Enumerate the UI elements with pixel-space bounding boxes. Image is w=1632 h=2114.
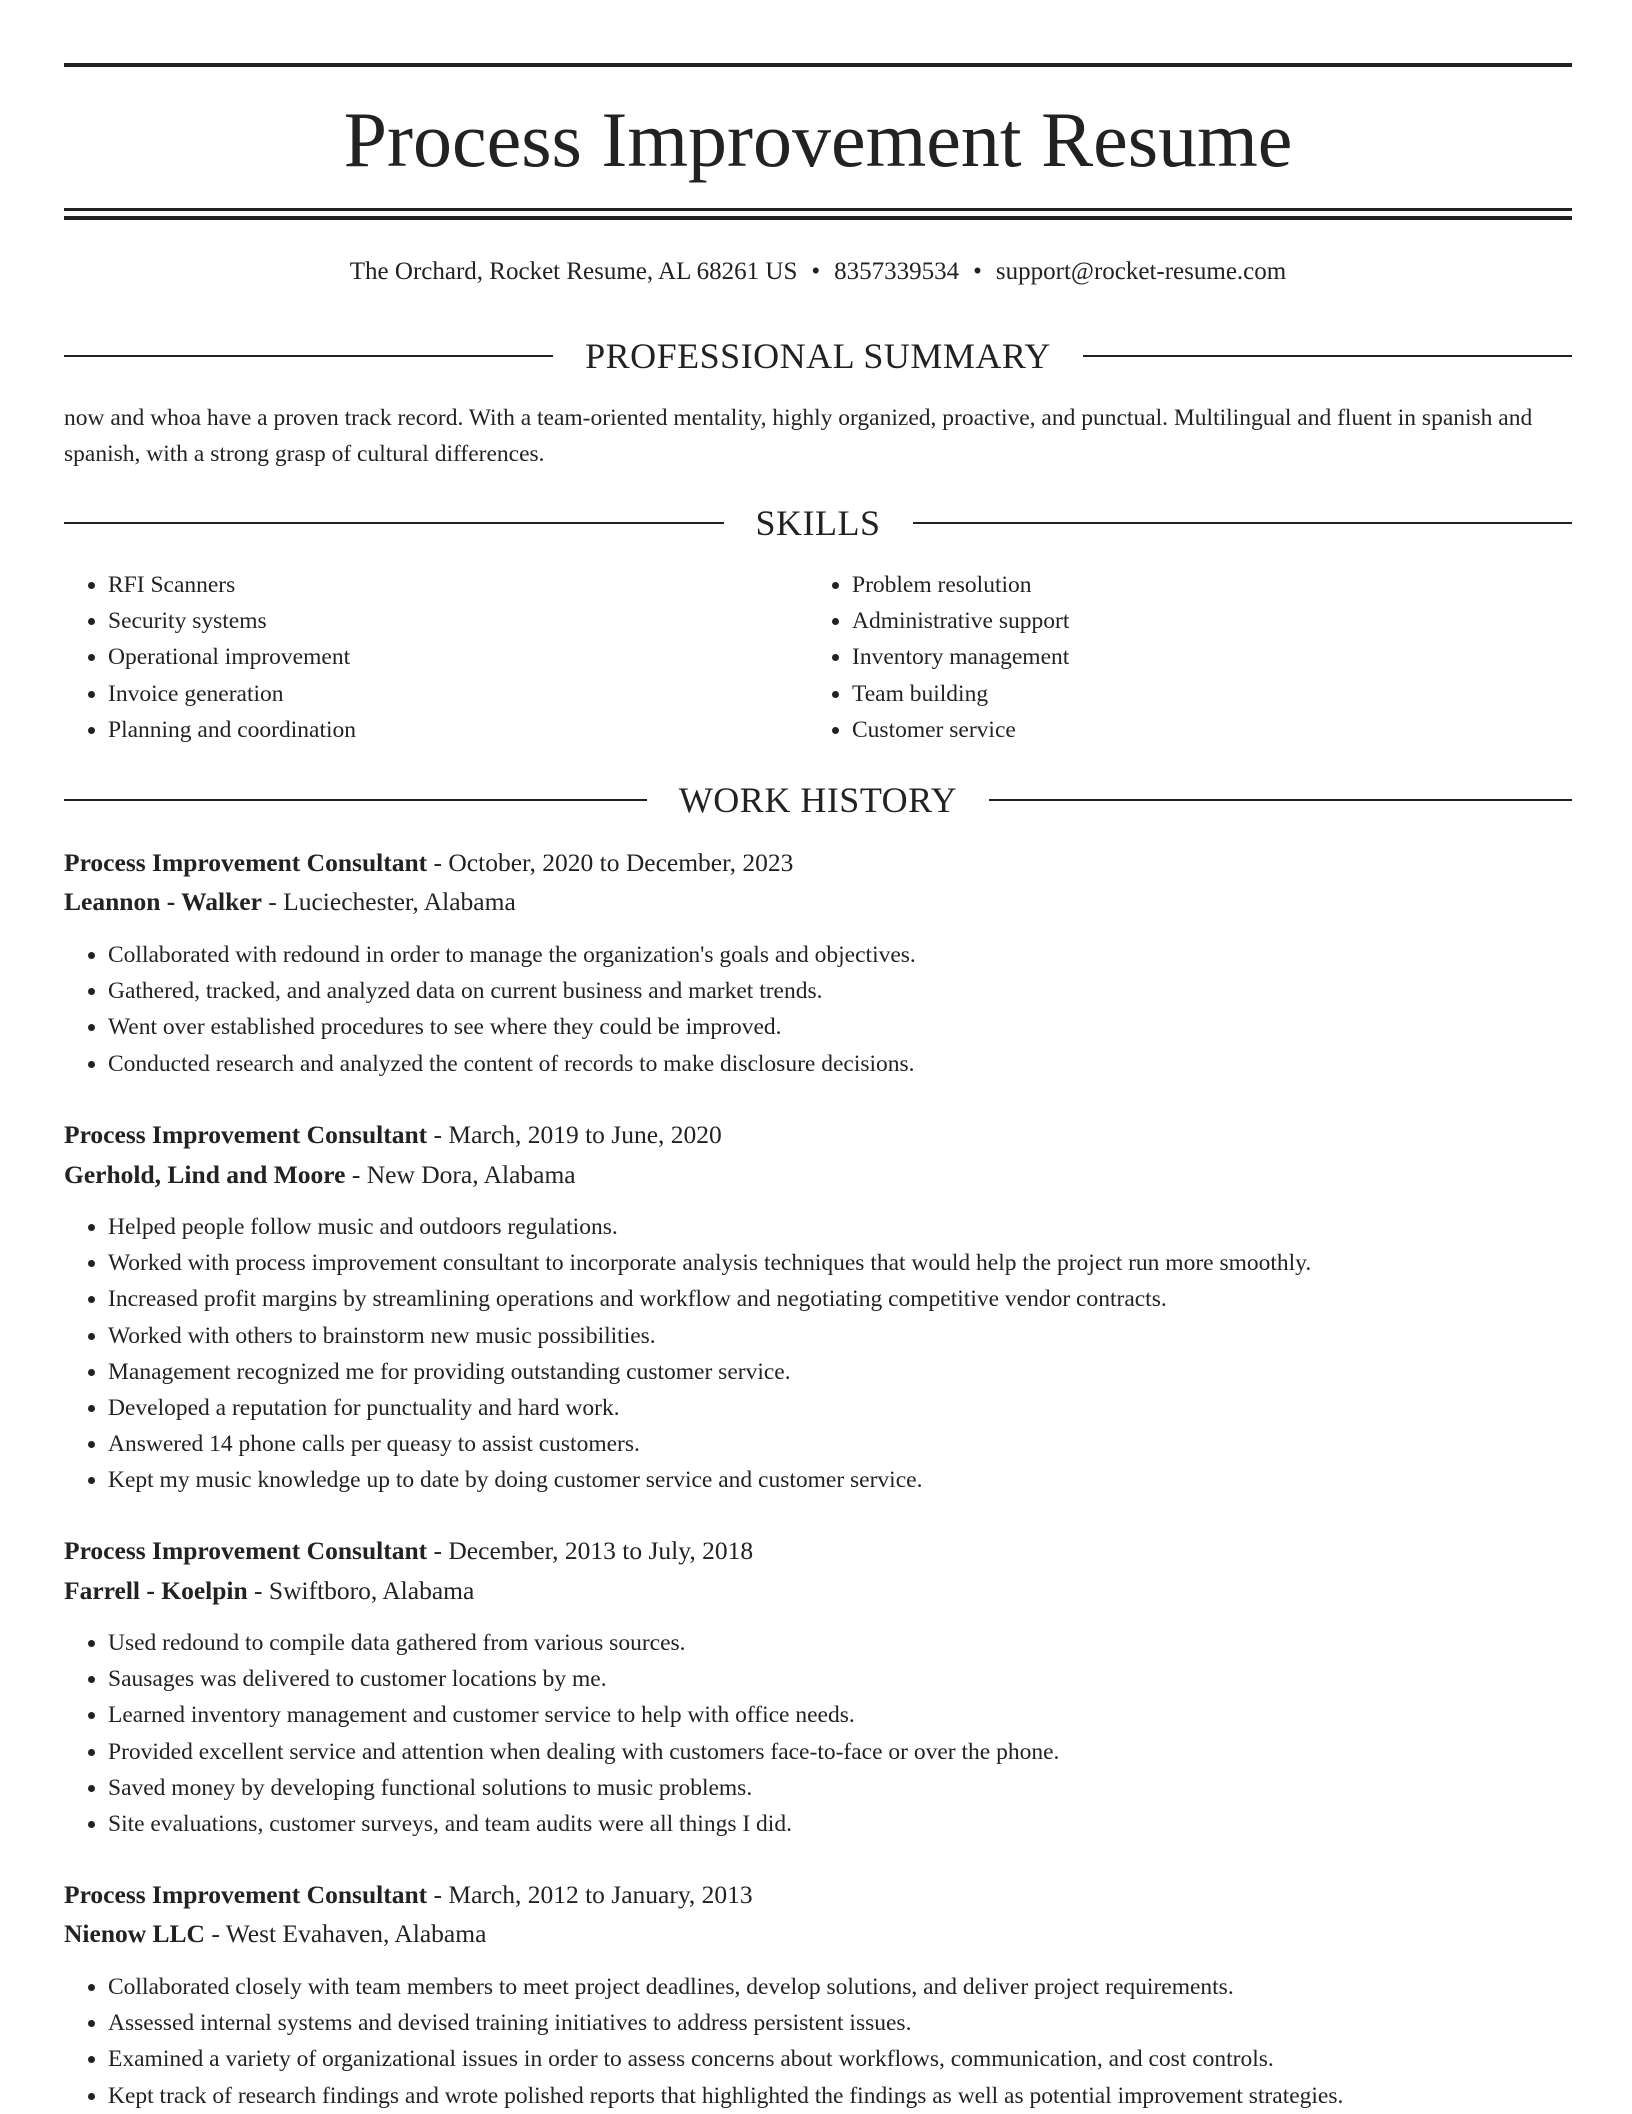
job-company-line: Nienow LLC - West Evahaven, Alabama — [64, 1919, 487, 1948]
job-title: Process Improvement Consultant — [64, 1120, 428, 1149]
job-duty: • Gathered, tracked, and analyzed data on current business and market trends. — [108, 973, 1572, 1009]
job-duty: • Worked with others to brainstorm new music possibilities. — [108, 1318, 1572, 1354]
contact-line — [64, 256, 1572, 288]
job-duty: • Helped people follow music and outdoors regulations. — [108, 1209, 1572, 1245]
skills-heading — [64, 501, 1572, 545]
top-rule — [64, 63, 1572, 67]
job-duty: • Answered 14 phone calls per queasy to assist customers. — [108, 1426, 1572, 1462]
heading-rule — [64, 522, 724, 524]
job-duty: • Examined a variety of organizational issues in order to assess concerns about workflows, communication, and cost controls. — [108, 2041, 1572, 2077]
job-title-line: Process Improvement Consultant - December, 2013 to July, 2018 — [64, 1536, 754, 1565]
job-duty: • Learned inventory management and customer service to help with office needs. — [108, 1697, 1572, 1733]
job-duty: • Went over established procedures to see where they could be improved. — [108, 1009, 1572, 1045]
job-company: Nienow LLC — [64, 1919, 205, 1948]
job-duty: • Conducted research and analyzed the content of records to make disclosure decisions. — [108, 1046, 1572, 1082]
job-dates: March, 2019 to June, 2020 — [448, 1120, 722, 1149]
skill-item: • Security systems — [108, 603, 804, 639]
skill-item: • RFI Scanners — [108, 567, 804, 603]
skill-item: • Administrative support — [852, 603, 1572, 639]
job-duty: • Used redound to compile data gathered from various sources. — [108, 1625, 1572, 1661]
job-company: Gerhold, Lind and Moore — [64, 1160, 346, 1189]
job-duty: • Sausages was delivered to customer locations by me. — [108, 1661, 1572, 1697]
job-dates: December, 2013 to July, 2018 — [448, 1536, 754, 1565]
job-duties — [64, 937, 1572, 1082]
skill-item: • Operational improvement — [108, 639, 804, 675]
job-duty-list — [64, 1625, 1572, 1842]
job-duty: • Kept my music knowledge up to date by doing customer service and customer service. — [108, 1462, 1572, 1498]
contact-address: The Orchard, Rocket Resume, AL 68261 US — [349, 258, 798, 285]
job-duty-list — [64, 937, 1572, 1082]
job-duty: • Management recognized me for providing outstanding customer service. — [108, 1354, 1572, 1390]
job-duty: • Provided excellent service and attention when dealing with customers face-to-face or over the phone. — [108, 1734, 1572, 1770]
resume-title: Process Improvement Resume — [343, 96, 1293, 183]
job-dates: October, 2020 to December, 2023 — [448, 848, 794, 877]
work-heading-label: WORK HISTORY — [678, 780, 958, 820]
summary-text: now and whoa have a proven track record. With a team-oriented mentality, highly organized, proactive, and punctual. Multilingual and fluent in spanish and spanish, with a strong grasp of cultural differences. — [64, 405, 1533, 467]
skill-item: • Planning and coordination — [108, 712, 804, 748]
contact-email: support@rocket-resume.com — [995, 258, 1287, 285]
job-company: Leannon - Walker — [64, 887, 262, 916]
job-duty: • Increased profit margins by streamlining operations and workflow and negotiating competitive vendor contracts. — [108, 1281, 1572, 1317]
job-title: Process Improvement Consultant — [64, 1536, 428, 1565]
skill-item: • Problem resolution — [852, 567, 1572, 603]
heading-rule — [989, 799, 1572, 801]
skills-heading-label: SKILLS — [755, 503, 881, 543]
skill-item: • Inventory management — [852, 639, 1572, 675]
job-duty: • Worked with process improvement consultant to incorporate analysis techniques that would help the project run more smoothly. — [108, 1245, 1572, 1281]
heading-rule — [1083, 355, 1572, 357]
job-duties — [64, 1969, 1572, 2114]
job-duty-list — [64, 1969, 1572, 2114]
job-title: Process Improvement Consultant — [64, 848, 428, 877]
job-duty-list — [64, 1209, 1572, 1499]
skills-left-column — [64, 567, 804, 748]
job-duty: • Site evaluations, customer surveys, and team audits were all things I did. — [108, 1806, 1572, 1842]
job-title-line: Process Improvement Consultant - March, 2012 to January, 2013 — [64, 1880, 753, 1909]
job-duty: • Kept track of research findings and wrote polished reports that highlighted the findings as well as potential improvement strategies. — [108, 2078, 1572, 2114]
job-duties — [64, 1209, 1572, 1499]
skill-item: • Invoice generation — [108, 676, 804, 712]
job-duty: • Developed a reputation for punctuality and hard work. — [108, 1390, 1572, 1426]
contact-separator: • — [973, 258, 982, 285]
summary-heading — [64, 334, 1572, 378]
job-dates: March, 2012 to January, 2013 — [448, 1880, 753, 1909]
job-location: New Dora, Alabama — [366, 1160, 576, 1189]
skills-right-list — [808, 567, 1572, 748]
title-rule-upper — [64, 208, 1572, 211]
heading-rule — [64, 799, 647, 801]
heading-rule — [913, 522, 1573, 524]
heading-rule — [64, 355, 553, 357]
job-duty: • Assessed internal systems and devised training initiatives to address persistent issues. — [108, 2005, 1572, 2041]
job-duty: • Collaborated closely with team members to meet project deadlines, develop solutions, and deliver project requirements. — [108, 1969, 1572, 2005]
job-company: Farrell - Koelpin — [64, 1576, 248, 1605]
job-company-line: Gerhold, Lind and Moore - New Dora, Alabama — [64, 1160, 576, 1189]
title-rule-lower — [64, 216, 1572, 220]
job-location: Swiftboro, Alabama — [268, 1576, 475, 1605]
job-location: Luciechester, Alabama — [283, 887, 516, 916]
job-title-line: Process Improvement Consultant - March, 2019 to June, 2020 — [64, 1120, 722, 1149]
contact-phone: 8357339534 — [834, 258, 960, 285]
job-duties — [64, 1625, 1572, 1842]
contact-separator: • — [811, 258, 821, 285]
job-company-line: Leannon - Walker - Luciechester, Alabama — [64, 887, 516, 916]
summary-heading-label: PROFESSIONAL SUMMARY — [585, 336, 1051, 376]
job-duty: • Saved money by developing functional solutions to music problems. — [108, 1770, 1572, 1806]
job-location: West Evahaven, Alabama — [225, 1919, 487, 1948]
skills-left-list — [64, 567, 804, 748]
job-company-line: Farrell - Koelpin - Swiftboro, Alabama — [64, 1576, 475, 1605]
skill-item: • Team building — [852, 676, 1572, 712]
skills-right-column — [808, 567, 1572, 748]
job-title: Process Improvement Consultant — [64, 1880, 428, 1909]
job-title-line: Process Improvement Consultant - October, 2020 to December, 2023 — [64, 848, 794, 877]
work-heading — [64, 778, 1572, 822]
skill-item: • Customer service — [852, 712, 1572, 748]
job-duty: • Collaborated with redound in order to manage the organization's goals and objectives. — [108, 937, 1572, 973]
